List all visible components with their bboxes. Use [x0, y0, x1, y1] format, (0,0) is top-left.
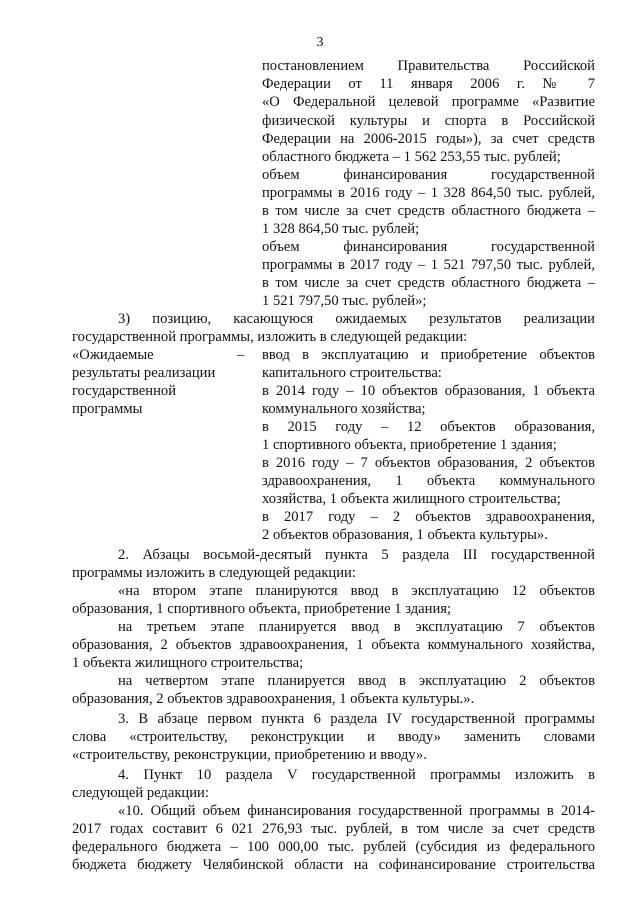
paragraph-line: программы в 2016 году – 1 328 864,50 тыс. рублей,	[262, 185, 595, 201]
page-number: 3	[316, 35, 324, 50]
paragraph-line: Федерации от 11 января 2006 г. № 7	[262, 76, 595, 92]
paragraph-line: следующей редакции:	[72, 785, 209, 801]
paragraph-line: образования, 2 объектов здравоохранения, 1 объекта коммунального хозяйства,	[72, 637, 595, 653]
table-dash: –	[237, 347, 245, 363]
table-value-line: 2 объектов образования, 1 объекта культуры».	[262, 527, 548, 543]
paragraph-line: Федерации на 2006-2015 годы»), за счет средств	[262, 131, 595, 147]
paragraph-line: государственной программы, изложить в следующей редакции:	[72, 329, 468, 345]
paragraph-line: программы изложить в следующей редакции:	[72, 565, 356, 581]
table-label-line: «Ожидаемые	[72, 347, 154, 363]
paragraph-line: образования, 2 объектов здравоохранения, 1 объекта культуры.».	[72, 691, 475, 707]
paragraph-line: объем финансирования государственной	[262, 239, 595, 255]
table-value-line: в 2017 году – 2 объектов здравоохранения,	[262, 509, 595, 525]
paragraph-line: на четвертом этапе планируется ввод в эксплуатацию 2 объектов	[118, 673, 595, 689]
paragraph-line: слова «строительству, реконструкции и вводу» заменить словами	[72, 729, 595, 745]
table-value-line: в 2014 году – 10 объектов образования, 1 объекта	[262, 383, 595, 399]
table-value-line: коммунального хозяйства;	[262, 401, 426, 417]
paragraph-line: на третьем этапе планируется ввод в эксплуатацию 7 объектов	[118, 619, 595, 635]
paragraph-line: 2. Абзацы восьмой-десятый пункта 5 раздела III государственной	[118, 547, 595, 563]
paragraph-line: программы в 2017 году – 1 521 797,50 тыс. рублей,	[262, 257, 595, 273]
table-label-line: государственной	[72, 383, 177, 399]
paragraph-line: 3) позицию, касающуюся ожидаемых результатов реализации	[118, 311, 595, 327]
paragraph-line: постановлением Правительства Российской	[262, 58, 595, 74]
paragraph-line: федерального бюджета – 100 000,00 тыс. рублей (субсидия из федерального	[72, 839, 595, 855]
paragraph-line: 3. В абзаце первом пункта 6 раздела IV государственной программы	[118, 711, 595, 727]
paragraph-line: физической культуры и спорта в Российской	[262, 113, 595, 129]
table-label-line: программы	[72, 401, 143, 417]
paragraph-line: 1 объекта жилищного строительства;	[72, 655, 304, 671]
paragraph-line: «10. Общий объем финансирования государственной программы в 2014-	[118, 803, 595, 819]
table-value-line: хозяйства, 1 объекта жилищного строительства;	[262, 491, 561, 507]
paragraph-line: бюджета бюджету Челябинской области на софинансирование строительства	[72, 857, 595, 873]
table-value-line: здравоохранения, 1 объекта коммунального	[262, 473, 595, 489]
paragraph-line: объем финансирования государственной	[262, 167, 595, 183]
paragraph-line: 4. Пункт 10 раздела V государственной программы изложить в	[118, 767, 595, 783]
paragraph-line: областного бюджета – 1 562 253,55 тыс. рублей;	[262, 149, 561, 165]
table-value-line: ввод в эксплуатацию и приобретение объектов	[262, 347, 595, 363]
paragraph-line: в том числе за счет средств областного бюджета –	[262, 275, 595, 291]
table-label-line: результаты реализации	[72, 365, 216, 381]
paragraph-line: 2017 годах составит 6 021 276,93 тыс. рублей, в том числе за счет средств	[72, 821, 595, 837]
table-value-line: в 2015 году – 12 объектов образования,	[262, 419, 595, 435]
paragraph-line: «строительству, реконструкции, приобретению и вводу».	[72, 747, 427, 763]
paragraph-line: 1 328 864,50 тыс. рублей;	[262, 221, 420, 237]
paragraph-line: «О Федеральной целевой программе «Развитие	[262, 94, 595, 110]
table-value-line: в 2016 году – 7 объектов образования, 2 объектов	[262, 455, 595, 471]
paragraph-line: образования, 1 спортивного объекта, приобретение 1 здания;	[72, 601, 452, 617]
paragraph-line: в том числе за счет средств областного бюджета –	[262, 203, 595, 219]
table-value-line: капитального строительства:	[262, 365, 442, 381]
paragraph-line: «на втором этапе планируются ввод в эксплуатацию 12 объектов	[118, 583, 595, 599]
table-value-line: 1 спортивного объекта, приобретение 1 здания;	[262, 437, 557, 453]
paragraph-line: 1 521 797,50 тыс. рублей»;	[262, 293, 427, 309]
